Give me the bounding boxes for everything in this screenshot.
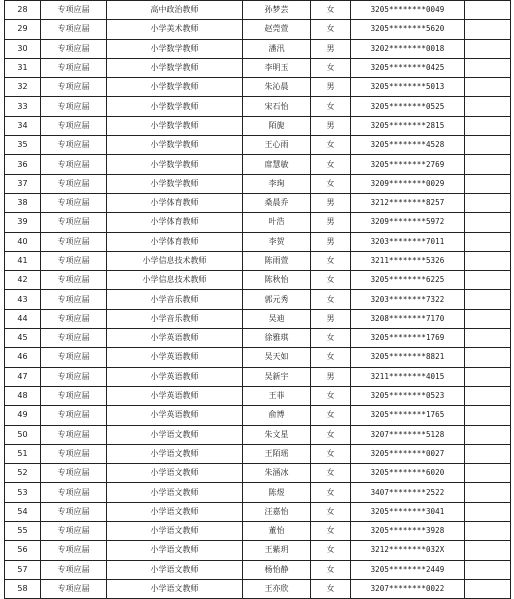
- position-cell: 小学英语教师: [107, 348, 243, 367]
- name-cell: 王亦欣: [243, 579, 311, 598]
- id-number-cell: 3205********6020: [351, 464, 465, 483]
- category-cell: 专项应届: [41, 367, 107, 386]
- category-cell: 专项应届: [41, 39, 107, 58]
- row-number-cell: 40: [5, 232, 41, 251]
- id-number-cell: 3205********0523: [351, 386, 465, 405]
- table-row: [5, 136, 511, 155]
- gender-cell: 女: [311, 502, 351, 521]
- position-cell: 小学语文教师: [107, 502, 243, 521]
- remark-cell: [465, 425, 511, 444]
- name-cell: 王紫玥: [243, 541, 311, 560]
- remark-cell: [465, 213, 511, 232]
- name-cell: 董怡: [243, 522, 311, 541]
- category-cell: 专项应届: [41, 271, 107, 290]
- gender-cell: 女: [311, 290, 351, 309]
- name-cell: 吴天如: [243, 348, 311, 367]
- name-cell: 席慧敏: [243, 155, 311, 174]
- id-number-cell: 3211********4015: [351, 367, 465, 386]
- id-number-cell: 3205********5013: [351, 78, 465, 97]
- category-cell: 专项应届: [41, 232, 107, 251]
- remark-cell: [465, 174, 511, 193]
- category-cell: 专项应届: [41, 329, 107, 348]
- id-number-cell: 3211********5326: [351, 251, 465, 270]
- row-number-cell: 37: [5, 174, 41, 193]
- table-row: [5, 1, 511, 20]
- gender-cell: 女: [311, 522, 351, 541]
- category-cell: 专项应届: [41, 483, 107, 502]
- remark-cell: [465, 444, 511, 463]
- id-number-cell: 3209********0029: [351, 174, 465, 193]
- gender-cell: 女: [311, 560, 351, 579]
- position-cell: 小学体育教师: [107, 232, 243, 251]
- row-number-cell: 55: [5, 522, 41, 541]
- table-row: [5, 78, 511, 97]
- name-cell: 吴新宇: [243, 367, 311, 386]
- id-number-cell: 3205********8821: [351, 348, 465, 367]
- category-cell: 专项应届: [41, 406, 107, 425]
- position-cell: 小学语文教师: [107, 522, 243, 541]
- table-row: [5, 271, 511, 290]
- id-number-cell: 3205********1769: [351, 329, 465, 348]
- category-cell: 专项应届: [41, 522, 107, 541]
- gender-cell: 女: [311, 329, 351, 348]
- row-number-cell: 56: [5, 541, 41, 560]
- position-cell: 小学数学教师: [107, 78, 243, 97]
- name-cell: 朱涵冰: [243, 464, 311, 483]
- table-row: [5, 425, 511, 444]
- name-cell: 王菲: [243, 386, 311, 405]
- category-cell: 专项应届: [41, 502, 107, 521]
- row-number-cell: 29: [5, 20, 41, 39]
- remark-cell: [465, 309, 511, 328]
- category-cell: 专项应届: [41, 58, 107, 77]
- category-cell: 专项应届: [41, 1, 107, 20]
- position-cell: 小学美术教师: [107, 20, 243, 39]
- table-row: [5, 251, 511, 270]
- gender-cell: 女: [311, 271, 351, 290]
- position-cell: 小学信息技术教师: [107, 271, 243, 290]
- row-number-cell: 42: [5, 271, 41, 290]
- position-cell: 高中政治教师: [107, 1, 243, 20]
- table-row: [5, 386, 511, 405]
- id-number-cell: 3205********0027: [351, 444, 465, 463]
- remark-cell: [465, 116, 511, 135]
- name-cell: 桑晨乔: [243, 193, 311, 212]
- row-number-cell: 58: [5, 579, 41, 598]
- id-number-cell: 3205********0049: [351, 1, 465, 20]
- name-cell: 李珣: [243, 174, 311, 193]
- row-number-cell: 49: [5, 406, 41, 425]
- category-cell: 专项应届: [41, 425, 107, 444]
- category-cell: 专项应届: [41, 136, 107, 155]
- name-cell: 杨怡静: [243, 560, 311, 579]
- gender-cell: 女: [311, 464, 351, 483]
- id-number-cell: 3205********6225: [351, 271, 465, 290]
- row-number-cell: 50: [5, 425, 41, 444]
- remark-cell: [465, 271, 511, 290]
- name-cell: 潘汛: [243, 39, 311, 58]
- table-row: [5, 483, 511, 502]
- position-cell: 小学数学教师: [107, 116, 243, 135]
- id-number-cell: 3207********0022: [351, 579, 465, 598]
- gender-cell: 女: [311, 58, 351, 77]
- id-number-cell: 3205********2769: [351, 155, 465, 174]
- id-number-cell: 3205********3928: [351, 522, 465, 541]
- name-cell: 李贺: [243, 232, 311, 251]
- position-cell: 小学语文教师: [107, 560, 243, 579]
- id-number-cell: 3209********5972: [351, 213, 465, 232]
- row-number-cell: 28: [5, 1, 41, 20]
- category-cell: 专项应届: [41, 213, 107, 232]
- id-number-cell: 3203********7322: [351, 290, 465, 309]
- name-cell: 徐雅琪: [243, 329, 311, 348]
- row-number-cell: 36: [5, 155, 41, 174]
- remark-cell: [465, 367, 511, 386]
- row-number-cell: 46: [5, 348, 41, 367]
- id-number-cell: 3212********8257: [351, 193, 465, 212]
- row-number-cell: 38: [5, 193, 41, 212]
- position-cell: 小学英语教师: [107, 386, 243, 405]
- id-number-cell: 3205********4528: [351, 136, 465, 155]
- remark-cell: [465, 1, 511, 20]
- id-number-cell: 3205********2815: [351, 116, 465, 135]
- remark-cell: [465, 58, 511, 77]
- id-number-cell: 3407********2522: [351, 483, 465, 502]
- name-cell: 赵莞萱: [243, 20, 311, 39]
- id-number-cell: 3205********2449: [351, 560, 465, 579]
- row-number-cell: 35: [5, 136, 41, 155]
- table-row: [5, 406, 511, 425]
- remark-cell: [465, 329, 511, 348]
- table-row: [5, 541, 511, 560]
- table-row: [5, 232, 511, 251]
- table-row: [5, 290, 511, 309]
- table-row: [5, 464, 511, 483]
- table-row: [5, 193, 511, 212]
- row-number-cell: 53: [5, 483, 41, 502]
- name-cell: 陌旎: [243, 116, 311, 135]
- gender-cell: 女: [311, 251, 351, 270]
- category-cell: 专项应届: [41, 251, 107, 270]
- id-number-cell: 3207********5128: [351, 425, 465, 444]
- row-number-cell: 43: [5, 290, 41, 309]
- gender-cell: 女: [311, 541, 351, 560]
- position-cell: 小学数学教师: [107, 39, 243, 58]
- remark-cell: [465, 579, 511, 598]
- position-cell: 小学数学教师: [107, 136, 243, 155]
- table-row: [5, 116, 511, 135]
- table-row: [5, 174, 511, 193]
- name-cell: 朱文星: [243, 425, 311, 444]
- remark-cell: [465, 386, 511, 405]
- table-row: [5, 39, 511, 58]
- name-cell: 陈煜: [243, 483, 311, 502]
- position-cell: 小学数学教师: [107, 174, 243, 193]
- remark-cell: [465, 464, 511, 483]
- table-row: [5, 367, 511, 386]
- name-cell: 陈秋怡: [243, 271, 311, 290]
- row-number-cell: 34: [5, 116, 41, 135]
- row-number-cell: 41: [5, 251, 41, 270]
- remark-cell: [465, 20, 511, 39]
- row-number-cell: 54: [5, 502, 41, 521]
- id-number-cell: 3205********0425: [351, 58, 465, 77]
- name-cell: 孙梦芸: [243, 1, 311, 20]
- remark-cell: [465, 290, 511, 309]
- name-cell: 俞博: [243, 406, 311, 425]
- position-cell: 小学音乐教师: [107, 290, 243, 309]
- table-body: [5, 1, 511, 599]
- table-row: [5, 502, 511, 521]
- gender-cell: 男: [311, 232, 351, 251]
- position-cell: 小学数学教师: [107, 155, 243, 174]
- gender-cell: 男: [311, 309, 351, 328]
- category-cell: 专项应届: [41, 444, 107, 463]
- gender-cell: 女: [311, 406, 351, 425]
- row-number-cell: 31: [5, 58, 41, 77]
- gender-cell: 男: [311, 116, 351, 135]
- gender-cell: 女: [311, 579, 351, 598]
- name-cell: 李明玉: [243, 58, 311, 77]
- position-cell: 小学英语教师: [107, 367, 243, 386]
- name-cell: 朱沁晨: [243, 78, 311, 97]
- table-row: [5, 444, 511, 463]
- table-row: [5, 58, 511, 77]
- position-cell: 小学英语教师: [107, 329, 243, 348]
- table-row: [5, 348, 511, 367]
- gender-cell: 男: [311, 367, 351, 386]
- table-row: [5, 20, 511, 39]
- category-cell: 专项应届: [41, 155, 107, 174]
- id-number-cell: 3212********032X: [351, 541, 465, 560]
- id-number-cell: 3205********0525: [351, 97, 465, 116]
- table-row: [5, 329, 511, 348]
- category-cell: 专项应届: [41, 348, 107, 367]
- gender-cell: 男: [311, 193, 351, 212]
- row-number-cell: 48: [5, 386, 41, 405]
- position-cell: 小学信息技术教师: [107, 251, 243, 270]
- gender-cell: 男: [311, 213, 351, 232]
- remark-cell: [465, 348, 511, 367]
- category-cell: 专项应届: [41, 579, 107, 598]
- row-number-cell: 47: [5, 367, 41, 386]
- row-number-cell: 45: [5, 329, 41, 348]
- category-cell: 专项应届: [41, 309, 107, 328]
- category-cell: 专项应届: [41, 560, 107, 579]
- row-number-cell: 30: [5, 39, 41, 58]
- gender-cell: 女: [311, 1, 351, 20]
- gender-cell: 女: [311, 425, 351, 444]
- remark-cell: [465, 136, 511, 155]
- row-number-cell: 51: [5, 444, 41, 463]
- remark-cell: [465, 39, 511, 58]
- remark-cell: [465, 232, 511, 251]
- table-row: [5, 522, 511, 541]
- category-cell: 专项应届: [41, 20, 107, 39]
- row-number-cell: 33: [5, 97, 41, 116]
- gender-cell: 女: [311, 20, 351, 39]
- table-row: [5, 579, 511, 598]
- remark-cell: [465, 97, 511, 116]
- remark-cell: [465, 541, 511, 560]
- row-number-cell: 32: [5, 78, 41, 97]
- position-cell: 小学语文教师: [107, 483, 243, 502]
- gender-cell: 女: [311, 136, 351, 155]
- category-cell: 专项应届: [41, 193, 107, 212]
- gender-cell: 女: [311, 155, 351, 174]
- remark-cell: [465, 155, 511, 174]
- table-row: [5, 97, 511, 116]
- id-number-cell: 3205********5620: [351, 20, 465, 39]
- table-row: [5, 213, 511, 232]
- remark-cell: [465, 406, 511, 425]
- position-cell: 小学体育教师: [107, 193, 243, 212]
- remark-cell: [465, 193, 511, 212]
- name-cell: 陈雨萱: [243, 251, 311, 270]
- name-cell: 吴迪: [243, 309, 311, 328]
- category-cell: 专项应届: [41, 174, 107, 193]
- row-number-cell: 39: [5, 213, 41, 232]
- position-cell: 小学语文教师: [107, 444, 243, 463]
- candidate-table: [4, 0, 511, 599]
- name-cell: 王心雨: [243, 136, 311, 155]
- position-cell: 小学语文教师: [107, 425, 243, 444]
- table-row: [5, 560, 511, 579]
- row-number-cell: 57: [5, 560, 41, 579]
- table-row: [5, 155, 511, 174]
- gender-cell: 女: [311, 174, 351, 193]
- name-cell: 汪嘉怡: [243, 502, 311, 521]
- category-cell: 专项应届: [41, 290, 107, 309]
- position-cell: 小学语文教师: [107, 464, 243, 483]
- id-number-cell: 3202********0018: [351, 39, 465, 58]
- remark-cell: [465, 251, 511, 270]
- remark-cell: [465, 560, 511, 579]
- name-cell: 宋石怡: [243, 97, 311, 116]
- gender-cell: 女: [311, 97, 351, 116]
- name-cell: 王陌瑶: [243, 444, 311, 463]
- position-cell: 小学语文教师: [107, 579, 243, 598]
- gender-cell: 男: [311, 39, 351, 58]
- table-row: [5, 309, 511, 328]
- row-number-cell: 52: [5, 464, 41, 483]
- name-cell: 郭元秀: [243, 290, 311, 309]
- remark-cell: [465, 78, 511, 97]
- name-cell: 叶浩: [243, 213, 311, 232]
- id-number-cell: 3208********7170: [351, 309, 465, 328]
- category-cell: 专项应届: [41, 541, 107, 560]
- gender-cell: 女: [311, 483, 351, 502]
- gender-cell: 女: [311, 444, 351, 463]
- category-cell: 专项应届: [41, 464, 107, 483]
- gender-cell: 女: [311, 348, 351, 367]
- gender-cell: 女: [311, 386, 351, 405]
- category-cell: 专项应届: [41, 78, 107, 97]
- id-number-cell: 3203********7011: [351, 232, 465, 251]
- position-cell: 小学数学教师: [107, 58, 243, 77]
- remark-cell: [465, 483, 511, 502]
- position-cell: 小学语文教师: [107, 541, 243, 560]
- remark-cell: [465, 522, 511, 541]
- position-cell: 小学数学教师: [107, 97, 243, 116]
- id-number-cell: 3205********1765: [351, 406, 465, 425]
- position-cell: 小学体育教师: [107, 213, 243, 232]
- category-cell: 专项应届: [41, 116, 107, 135]
- gender-cell: 男: [311, 78, 351, 97]
- id-number-cell: 3205********3041: [351, 502, 465, 521]
- position-cell: 小学英语教师: [107, 406, 243, 425]
- category-cell: 专项应届: [41, 97, 107, 116]
- row-number-cell: 44: [5, 309, 41, 328]
- category-cell: 专项应届: [41, 386, 107, 405]
- position-cell: 小学音乐教师: [107, 309, 243, 328]
- remark-cell: [465, 502, 511, 521]
